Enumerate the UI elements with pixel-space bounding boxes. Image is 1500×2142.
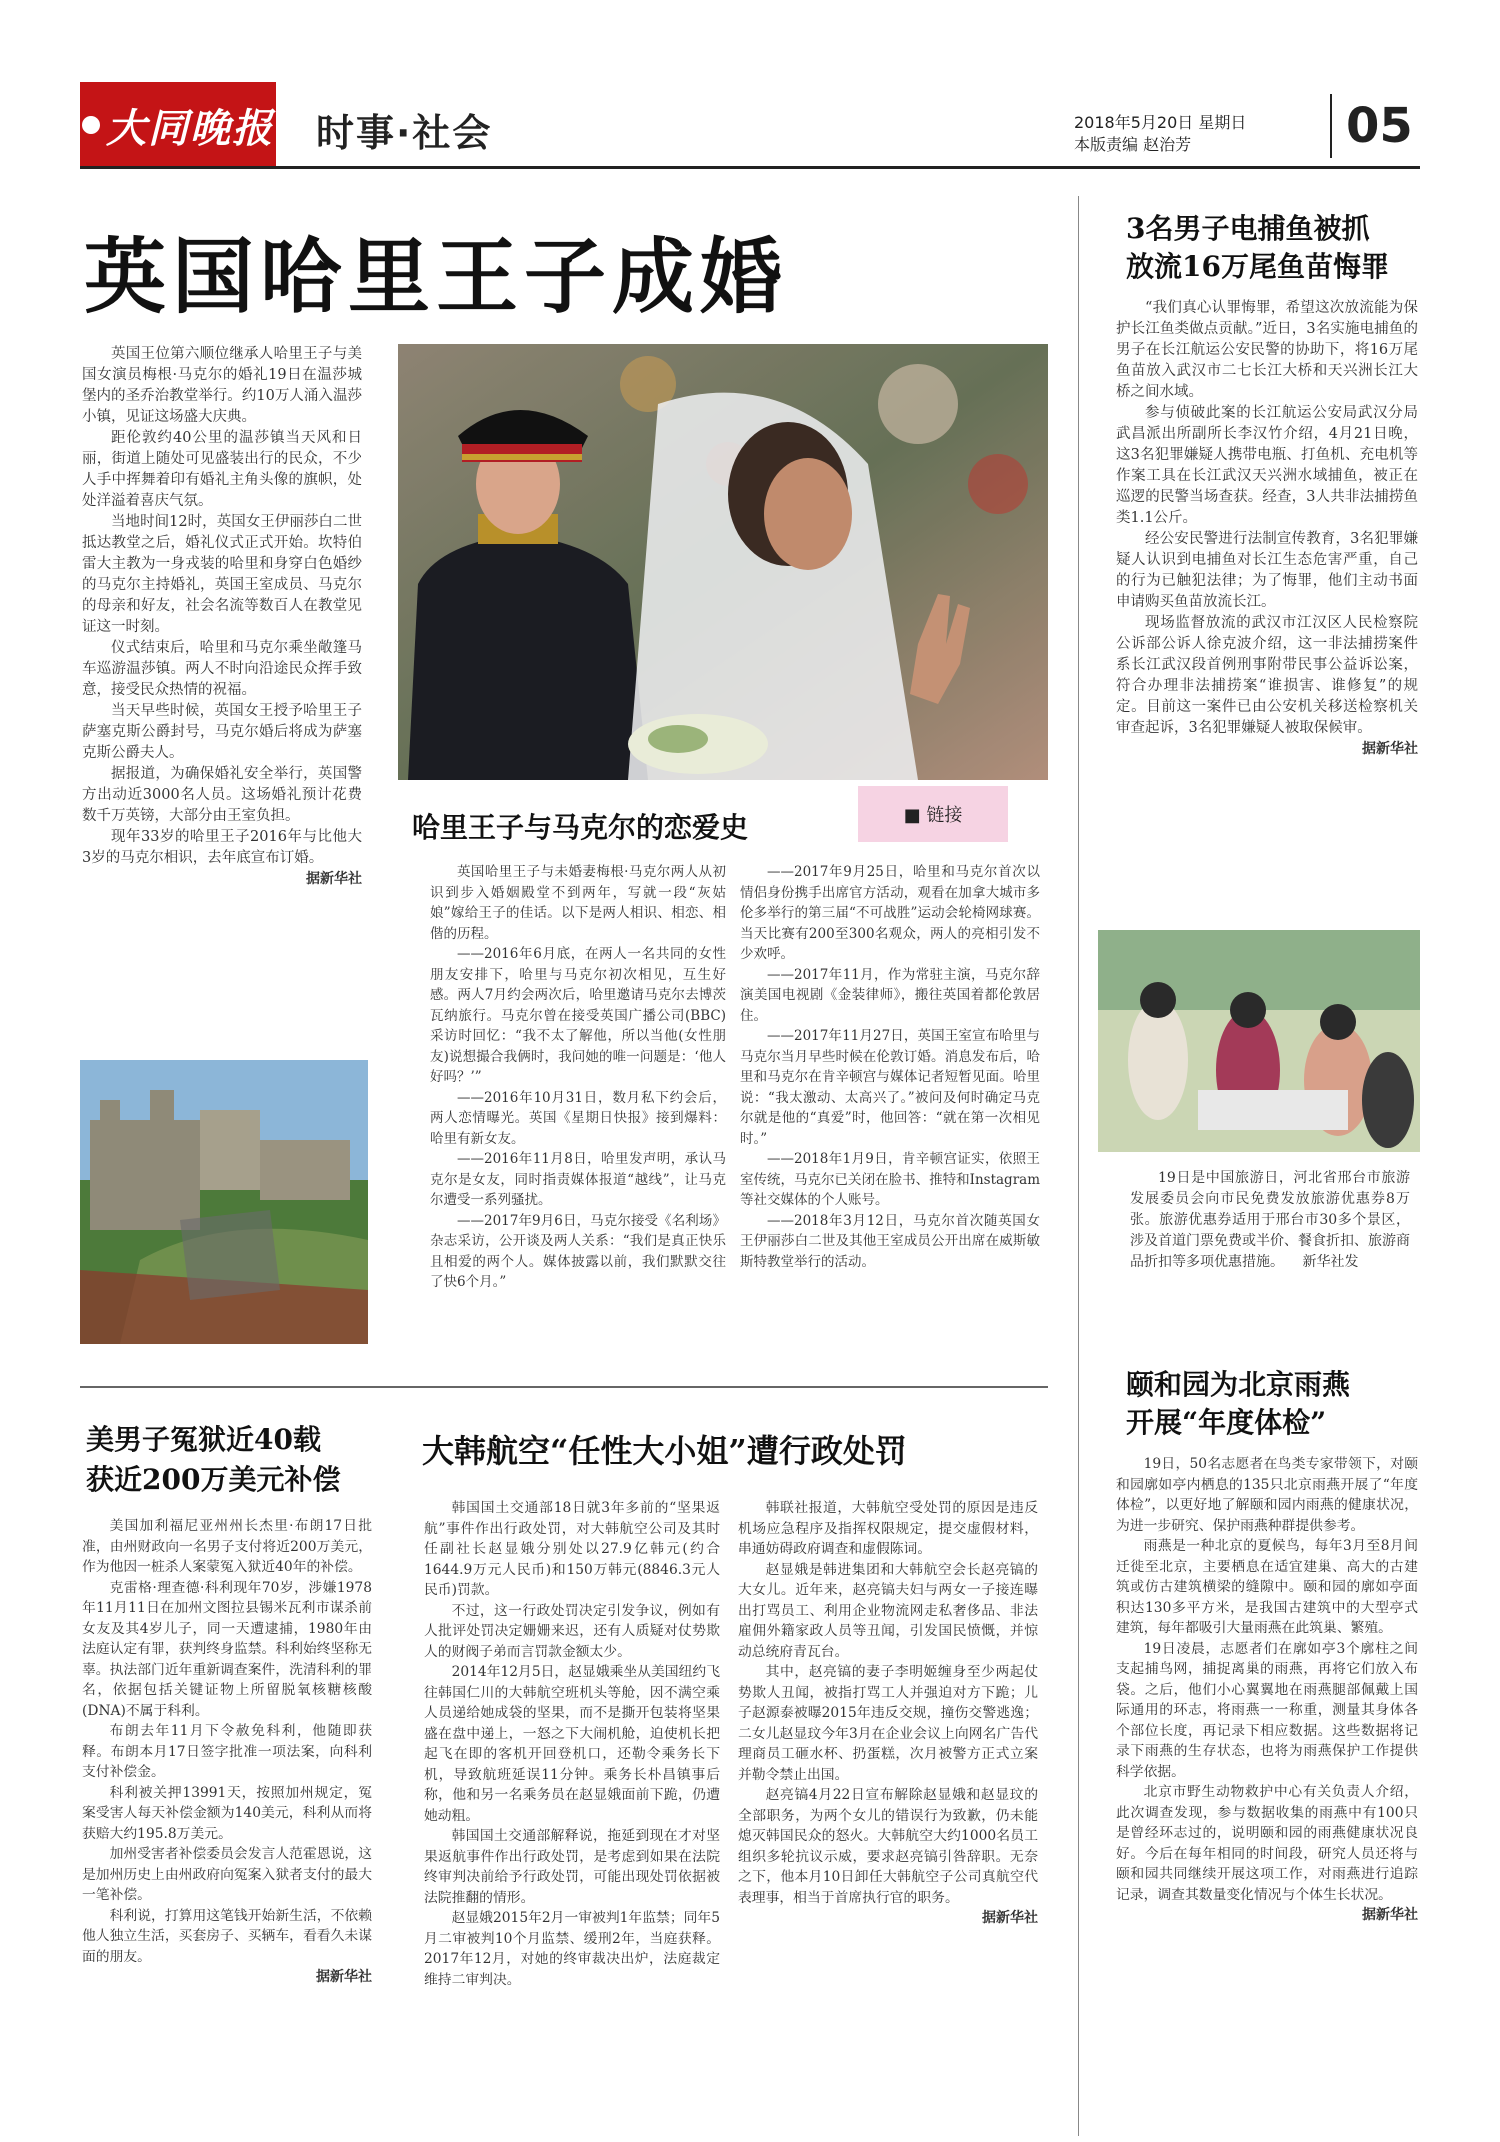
wedding-photo — [398, 344, 1048, 780]
us-headline-line1: 美男子冤狱近40载 — [86, 1423, 321, 1456]
windsor-castle-illustration — [80, 1060, 368, 1344]
korean-air-paragraph: 赵显娥2015年2月一审被判1年监禁；同年5月二审被判10个月监禁、缓刑2年，当庭获释。2017年12月，对她的终审裁决出炉，法庭裁定维持二审判决。 — [424, 1910, 720, 1988]
link-box: ■ 链接 — [858, 786, 1008, 842]
korean-air-paragraph: 赵亮镐4月22日宣布解除赵显娥和赵显玟的全部职务，为两个女儿的错误行为致歉，仍未能熄灭韩国民众的怒火。大韩航空大约1000名员工组织多轮抗议示威，要求赵亮镐引咎辞职。无奈之下，他本月10日卸任大韩航空子公司真航空代表理事，相当于首席执行官的职务。 — [738, 1787, 1038, 1906]
section-title: 时事·社会 — [316, 111, 493, 155]
fishing-byline: 据新华社 — [1362, 741, 1418, 757]
fishing-paragraph: 经公安民警进行法制宣传教育，3名犯罪嫌疑人认识到电捕鱼对长江生态危害严重，自己的行为已触犯法律；为了悔罪，他们主动书面申请购买鱼苗放流长江。 — [1116, 531, 1418, 610]
sidebar-paragraph: ——2016年6月底，在两人一名共同的女性朋友安排下，哈里与马克尔初次相见，互生好感。两人7月约会两次后，哈里邀请马克尔去博茨瓦纳旅行。马克尔曾在接受英国广播公司(BBC)采访时回忆：“我不太了解他，所以当他(女性朋友)说想撮合我俩时，我问她的唯一问题是：‘他人好吗？’” — [430, 946, 726, 1085]
tourism-caption-text: 19日是中国旅游日，河北省邢台市旅游发展委员会向市民免费发放旅游优惠券8万张。旅游优惠券适用于邢台市30多个景区，涉及首道门票免费或半价、餐食折扣、旅游商品折扣等多项优惠措施。 — [1130, 1170, 1410, 1270]
korean-air-paragraph: 赵显娥是韩进集团和大韩航空会长赵亮镐的大女儿。近年来，赵亮镐夫妇与两女一子接连曝出打骂员工、利用企业物流网走私奢侈品、非法雇佣外籍家政人员等丑闻，引发国民愤慨，并惊动总统府青瓦台。 — [738, 1561, 1038, 1660]
sidebar-paragraph: ——2017年11月27日，英国王室宣布哈里与马克尔当月早些时候在伦敦订婚。消息发布后，哈里和马克尔在肯辛顿宫与媒体记者短暂见面。哈里说：“我太激动、太高兴了。”被问及何时确定马克尔就是他的“真爱”时，他回答：“就在第一次相见时。” — [740, 1028, 1040, 1147]
swift-story-body — [1116, 1454, 1418, 1926]
swift-paragraph: 19日，50名志愿者在鸟类专家带领下，对颐和园廓如亭内栖息的135只北京雨燕开展了“年度体检”，以更好地了解颐和园内雨燕的健康状况，为进一步研究、保护雨燕种群提供参考。 — [1116, 1456, 1418, 1534]
sidebar-paragraph: ——2017年9月25日，哈里和马克尔首次以情侣身份携手出席官方活动，观看在加拿大城市多伦多举行的第三届“不可战胜”运动会轮椅网球赛。当天比赛有200至300名观众，两人的亮相引发不少欢呼。 — [740, 864, 1040, 962]
us-paragraph: 科利被关押13991天，按照加州规定，冤案受害人每天补偿金额为140美元，科利从而将获赔大约195.8万美元。 — [82, 1784, 372, 1842]
lead-story-body — [82, 344, 362, 890]
us-story-body — [82, 1516, 372, 1988]
issue-date: 2018年5月20日 星期日 — [1074, 113, 1247, 132]
korean-air-headline: 大韩航空“任性大小姐”遭行政处罚 — [422, 1432, 907, 1470]
sidebar-paragraph: ——2018年1月9日，肯辛顿宫证实，依照王室传统，马克尔已关闭在脸书、推特和Instagram等社交媒体的个人账号。 — [740, 1151, 1040, 1208]
fishing-paragraph: 现场监督放流的武汉市江汉区人民检察院公诉部公诉人徐克波介绍，这一非法捕捞案件系长江武汉段首例刑事附带民事公益诉讼案，符合办理非法捕捞案“谁损害、谁修复”的规定。目前这一案件已由公安机关移送检察机关审查起诉，3名犯罪嫌疑人被取保候审。 — [1116, 615, 1418, 736]
tourism-photo-illustration — [1098, 930, 1420, 1152]
swift-headline-line1: 颐和园为北京雨燕 — [1126, 1368, 1351, 1401]
fishing-headline-line1: 3名男子电捕鱼被抓 — [1126, 212, 1370, 245]
logo-mark-icon — [82, 116, 100, 134]
us-headline-line2: 获近200万美元补偿 — [86, 1463, 341, 1496]
lead-paragraph: 英国王位第六顺位继承人哈里王子与美国女演员梅根·马克尔的婚礼19日在温莎城堡内的圣乔治教堂举行。约10万人涌入温莎小镇，见证这场盛大庆典。 — [82, 346, 362, 425]
bottom-section-rule — [80, 1386, 1048, 1388]
sidebar-paragraph: ——2016年10月31日，数月私下约会后，两人恋情曝光。英国《星期日快报》接到爆料：哈里有新女友。 — [430, 1089, 726, 1147]
sidebar-paragraph: 英国哈里王子与未婚妻梅根·马克尔两人从初识到步入婚姻殿堂不到两年，写就一段“灰姑娘”嫁给王子的佳话。以下是两人相识、相恋、相偕的历程。 — [430, 864, 726, 942]
korean-air-byline: 据新华社 — [982, 1910, 1038, 1926]
lead-paragraph: 当天早些时候，英国女王授予哈里王子萨塞克斯公爵封号，马克尔婚后将成为萨塞克斯公爵夫人。 — [82, 703, 362, 761]
lead-paragraph: 当地时间12时，英国女王伊丽莎白二世抵达教堂之后，婚礼仪式正式开始。坎特伯雷大主教为一身戎装的哈里和身穿白色婚纱的马克尔主持婚礼，英国王室成员、马克尔的母亲和好友，社会名流等数百人在教堂见证这一时刻。 — [82, 514, 362, 635]
us-paragraph: 布朗去年11月下令赦免科利，他随即获释。布朗本月17日签字批准一项法案，向科利支付补偿金。 — [82, 1723, 372, 1780]
column-divider — [1078, 196, 1079, 2136]
page-number-divider — [1330, 94, 1332, 158]
sidebar-story-col1 — [430, 862, 726, 1293]
sidebar-headline: 哈里王子与马克尔的恋爱史 — [412, 811, 749, 844]
fishing-headline — [1126, 210, 1389, 286]
sidebar-paragraph: ——2017年9月6日，马克尔接受《名利场》杂志采访，公开谈及两人关系：“我们是真正快乐且相爱的两个人。媒体披露以前，我们默默交往了快6个月。” — [430, 1212, 726, 1290]
swift-paragraph: 雨燕是一种北京的夏候鸟，每年3月至8月间迁徙至北京，主要栖息在适宜建巢、高大的古建筑或仿古建筑横梁的缝隙中。颐和园的廓如亭面积达130多平方米，是我国古建筑中的大型亭式建筑，每年都吸引大量雨燕在此筑巢、繁殖。 — [1116, 1538, 1418, 1636]
page-number: 05 — [1346, 98, 1413, 154]
fishing-paragraph: “我们真心认罪悔罪，希望这次放流能为保护长江鱼类做点贡献。”近日，3名实施电捕鱼的男子在长江航运公安民警的协助下，将16万尾鱼苗放入武汉市二七长江大桥和天兴洲长江大桥之间水域。 — [1116, 300, 1418, 400]
swift-headline — [1126, 1366, 1350, 1442]
korean-air-paragraph: 韩国国土交通部解释说，拖延到现在才对坚果返航事件作出行政处罚，是考虑到如果在法院终审判决前给予行政处罚，可能出现处罚依据被法院推翻的情形。 — [424, 1828, 720, 1906]
tourism-caption — [1130, 1168, 1410, 1273]
lead-paragraph: 现年33岁的哈里王子2016年与比他大3岁的马克尔相识，去年底宣布订婚。 — [82, 829, 362, 866]
us-paragraph: 克雷格·理查德·科利现年70岁，涉嫌1978年11月11日在加州文图拉县锡米瓦利市谋杀前女友及其4岁儿子，同一天遭逮捕，1980年由法庭认定有罪，获判终身监禁。科利始终坚称无辜。执法部门近年重新调查案件，洗清科利的罪名，依据包括关键证物上所留脱氧核糖核酸(DNA)不属于科利。 — [82, 1579, 372, 1719]
tourism-caption-credit: 新华社发 — [1302, 1254, 1359, 1270]
sidebar-story-col2 — [740, 862, 1040, 1272]
lead-headline: 英国哈里王子成婚 — [84, 229, 789, 325]
korean-air-paragraph: 不过，这一行政处罚决定引发争议，例如有人批评处罚决定姗姗来迟，还有人质疑对仗势欺人的财阀子弟而言罚款金额太少。 — [424, 1602, 720, 1660]
swift-byline: 据新华社 — [1362, 1907, 1418, 1923]
us-paragraph: 加州受害者补偿委员会发言人范霍恩说，这是加州历史上由州政府向冤案入狱者支付的最大一笔补偿。 — [82, 1846, 372, 1903]
swift-paragraph: 北京市野生动物救护中心有关负责人介绍，此次调查发现，参与数据收集的雨燕中有100只是曾经环志过的，说明颐和园的雨燕健康状况良好。今后在每年相同的时间段，研究人员还将与颐和园共同继续开展这项工作，对雨燕进行追踪记录，调查其数量变化情况与个体生长状况。 — [1116, 1784, 1418, 1903]
fishing-headline-line2: 放流16万尾鱼苗悔罪 — [1126, 250, 1389, 283]
lead-paragraph: 仪式结束后，哈里和马克尔乘坐敞篷马车巡游温莎镇。两人不时向沿途民众挥手致意，接受民众热情的祝福。 — [82, 640, 362, 698]
sidebar-paragraph: ——2016年11月8日，哈里发声明，承认马克尔是女友，同时指责媒体报道“越线”，让马克尔遭受一系列骚扰。 — [430, 1151, 726, 1208]
us-paragraph: 美国加利福尼亚州州长杰里·布朗17日批准，由州财政向一名男子支付将近200万美元，作为他因一桩杀人案蒙冤入狱近40年的补偿。 — [82, 1518, 372, 1575]
swift-headline-line2: 开展“年度体检” — [1126, 1406, 1327, 1439]
wedding-photo-illustration — [398, 344, 1048, 780]
lead-byline: 据新华社 — [306, 871, 362, 887]
fishing-paragraph: 参与侦破此案的长江航运公安局武汉分局武昌派出所副所长李汉竹介绍，4月21日晚，这3名犯罪嫌疑人携带电瓶、打鱼机、充电机等作案工具在长江武汉天兴洲水域捕鱼，被正在巡逻的民警当场查获。经查，3人共非法捕捞鱼类1.1公斤。 — [1116, 405, 1418, 526]
lead-paragraph: 距伦敦约40公里的温莎镇当天风和日丽，街道上随处可见盛装出行的民众，不少人手中挥舞着印有婚礼主角头像的旗帜，处处洋溢着喜庆气氛。 — [82, 430, 362, 509]
fishing-story-body — [1116, 298, 1418, 760]
windsor-castle-photo — [80, 1060, 368, 1344]
sidebar-paragraph: ——2018年3月12日，马克尔首次随英国女王伊丽莎白二世及其他王室成员公开出席在威斯敏斯特教堂举行的活动。 — [740, 1212, 1040, 1270]
newspaper-logo: 大同晚报 — [80, 82, 276, 168]
korean-air-paragraph: 其中，赵亮镐的妻子李明姬缠身至少两起仗势欺人丑闻，被指打骂工人并强迫对方下跪；儿子赵源泰被曝2015年违反交规，撞伤交警逃逸；二女儿赵显玟今年3月在企业会议上向网名广告代理商员工砸水杯、扔蛋糕，次月被警方正式立案并勒令禁止出国。 — [738, 1664, 1038, 1783]
korean-air-col1 — [424, 1498, 720, 1990]
lead-paragraph: 据报道，为确保婚礼安全举行，英国警方出动近3000名人员。这场婚礼预计花费数千万英镑，大部分由王室负担。 — [82, 766, 362, 824]
us-paragraph: 科利说，打算用这笔钱开始新生活，不依赖他人独立生活，买套房子、买辆车，看看久未谋面的朋友。 — [82, 1907, 372, 1965]
korean-air-col2 — [738, 1498, 1038, 1929]
swift-paragraph: 19日凌晨，志愿者们在廓如亭3个廓柱之间支起捕鸟网，捕捉离巢的雨燕，再将它们放入布袋。之后，他们小心翼翼地在雨燕腿部佩戴上国际通用的环志，将雨燕一一称重，测量其身体各个部位长度，再记录下相应数据。这些数据将记录下雨燕的生存状态，也将为雨燕保护工作提供科学依据。 — [1116, 1640, 1418, 1780]
dateline — [1074, 112, 1246, 156]
masthead-rule — [80, 166, 1420, 169]
sidebar-paragraph: ——2017年11月，作为常驻主演，马克尔辞演美国电视剧《金装律师》，搬往英国着都伦敦居住。 — [740, 966, 1040, 1024]
tourism-photo — [1098, 930, 1420, 1152]
korean-air-paragraph: 2014年12月5日，赵显娥乘坐从美国纽约飞往韩国仁川的大韩航空班机头等舱，因不满空乘人员递给她成袋的坚果，而不是撕开包装将坚果盛在盘中递上，一怒之下大闹机舱，迫使机长把起飞在即的客机开回登机口，还勒令乘务长下机，导致航班延误11分钟。乘务长朴昌镇事后称，他和另一名乘务员在赵显娥面前下跪，仍遭她动粗。 — [424, 1664, 720, 1824]
us-byline: 据新华社 — [316, 1969, 372, 1985]
page-editor: 本版责编 赵治芳 — [1074, 135, 1192, 154]
korean-air-paragraph: 韩联社报道，大韩航空受处罚的原因是违反机场应急程序及指挥权限规定，提交虚假材料，串通妨碍政府调查和虚假陈词。 — [738, 1500, 1038, 1557]
korean-air-paragraph: 韩国国土交通部18日就3年多前的“坚果返航”事件作出行政处罚，对大韩航空公司及其时任副社长赵显娥分别处以27.9亿韩元(约合1644.9万元人民币)和150万韩元(8846.3元人民币)罚款。 — [424, 1500, 720, 1598]
us-headline — [86, 1420, 340, 1500]
